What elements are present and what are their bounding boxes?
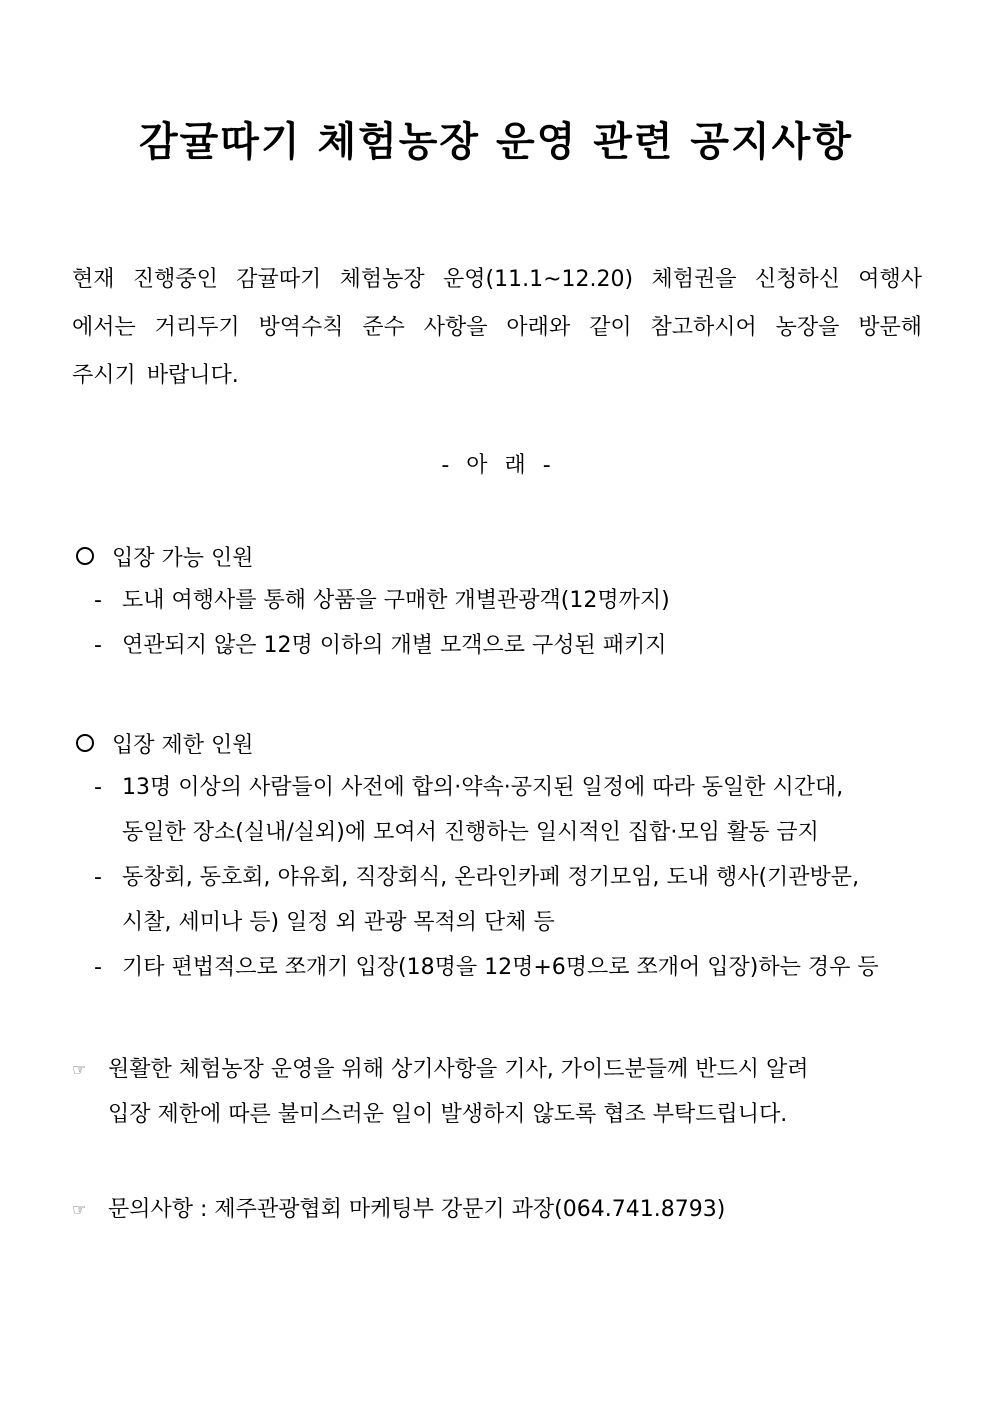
list-item <box>72 578 932 623</box>
contact-text: 문의사항 : 제주관광협회 마케팅부 강문기 과장(064.741.8793) <box>108 1197 726 1222</box>
list-item-text: 13명 이상의 사람들이 사전에 합의·약속·공지된 일정에 따라 동일한 시간대, <box>122 775 844 800</box>
circle-bullet-icon <box>76 547 94 565</box>
section-restricted <box>72 721 932 990</box>
below-marker: - 아 래 - <box>441 453 551 478</box>
dash-bullet: - <box>94 865 102 890</box>
note-continuation: 입장 제한에 따른 불미스러운 일이 발생하지 않도록 협조 부탁드립니다. <box>108 1102 788 1127</box>
intro-line: 현재 진행중인 감귤따기 체험농장 운영(11.1~12.20) 체험권을 신청하신 여행사 <box>72 267 922 292</box>
section-heading-text: 입장 가능 인원 <box>112 545 254 571</box>
list-item-text: 기타 편법적으로 쪼개기 입장(18명을 12명+6명으로 쪼개어 입장)하는 경우 등 <box>122 955 879 980</box>
list-item-continuation: 동일한 장소(실내/실외)에 모여서 진행하는 일시적인 집합·모임 활동 금지 <box>122 820 819 845</box>
note-row <box>72 1047 932 1092</box>
intro-line: 주시기 바랍니다. <box>72 363 239 388</box>
intro-paragraph <box>72 256 922 400</box>
circle-bullet-icon <box>76 734 94 752</box>
list-item-text: 동창회, 동호회, 야유회, 직장회식, 온라인카페 정기모임, 도내 행사(기관방문, <box>122 865 860 890</box>
page-title: 감귤따기 체험농장 운영 관련 공지사항 <box>139 119 853 165</box>
list-item-text: 도내 여행사를 통해 상품을 구매한 개별관광객(12명까지) <box>122 588 670 613</box>
dash-bullet: - <box>94 588 102 613</box>
list-item-continuation: 시찰, 세미나 등) 일정 외 관광 목적의 단체 등 <box>122 910 555 935</box>
section-heading <box>72 721 932 765</box>
section-allowed <box>72 534 932 668</box>
pointing-hand-icon: ☞ <box>72 1200 87 1219</box>
list-item <box>72 945 932 990</box>
intro-line: 에서는 거리두기 방역수칙 준수 사항을 아래와 같이 참고하시어 농장을 방문해 <box>72 315 922 340</box>
list-item-text: 연관되지 않은 12명 이하의 개별 모객으로 구성된 패키지 <box>122 633 667 658</box>
list-item <box>72 765 932 810</box>
section-heading-text: 입장 제한 인원 <box>112 732 254 758</box>
note-text: 원활한 체험농장 운영을 위해 상기사항을 기사, 가이드분들께 반드시 알려 <box>108 1057 809 1082</box>
note-row <box>72 1187 932 1232</box>
note-contact <box>72 1187 932 1232</box>
section-heading <box>72 534 932 578</box>
list-item <box>72 623 932 668</box>
pointing-hand-icon: ☞ <box>72 1060 87 1079</box>
dash-bullet: - <box>94 955 102 980</box>
dash-bullet: - <box>94 633 102 658</box>
note-cooperation <box>72 1047 932 1137</box>
list-item <box>72 855 932 900</box>
dash-bullet: - <box>94 775 102 800</box>
